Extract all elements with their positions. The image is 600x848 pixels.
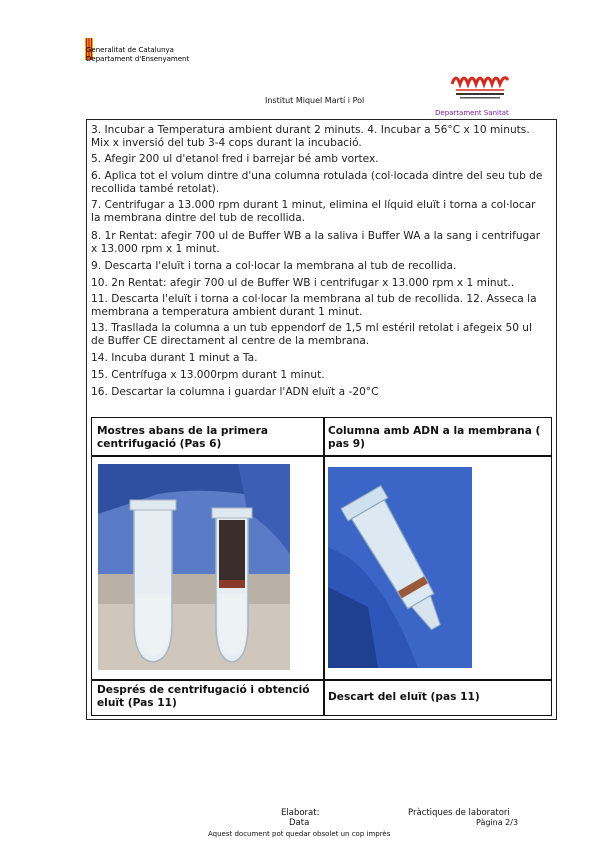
table-head-right: Columna amb ADN a la membrana ( pas 9) — [328, 425, 541, 450]
step-10: 10. 2n Rentat: afegir 700 ul de Buffer WB i centrifugar x 13.000 rpm x 1 minut.. — [91, 277, 515, 289]
step-3-4: 3. Incubar a Temperatura ambient durant 2 minuts. 4. Incubar a 56°C x 10 minuts. Mix x inversió del tub 3-4 cops durant la incubació. — [91, 124, 530, 149]
footer-elaborat: Elaborat: — [281, 808, 320, 818]
step-5: 5. Afegir 200 ul d'etanol fred i barrejar bé amb vortex. — [91, 153, 379, 165]
footer-data: Data — [289, 818, 310, 828]
footer-page-number: Pàgina 2/3 — [476, 818, 519, 827]
step-8: 8. 1r Rentat: afegir 700 ul de Buffer WB a la saliva i Buffer WA a la sang i centrifugar x 13.000 rpm x 1 minut. — [91, 230, 541, 255]
step-16: 16. Descartar la columna i guardar l'ADN eluït a -20°C — [91, 386, 379, 398]
photo-table — [91, 417, 552, 716]
step-13: 13. Trasllada la columna a un tub eppendorf de 1,5 ml estéril retolat i afegeix 50 ul de Buffer CE directament al centre de la membrana. — [91, 322, 532, 347]
table-head-left: Mostres abans de la primera centrifugació (Pas 6) — [97, 425, 268, 450]
department-sanitat: Departament Sanitat — [435, 109, 509, 117]
step-14: 14. Incuba durant 1 minut a Ta. — [91, 352, 258, 364]
institut-name: Institut Miquel Martí i Pol — [265, 96, 365, 105]
photo-column-dna-membrane — [328, 467, 472, 668]
step-11-12: 11. Descarta l'eluït i torna a col·locar la membrana al tub de recollida. 12. Asseca la membrana a temperatura ambient durant 1 minut. — [91, 293, 537, 318]
table-foot-right: Descart del eluït (pas 11) — [328, 691, 480, 703]
table-divider — [92, 679, 551, 681]
table-divider — [92, 455, 551, 457]
step-9: 9. Descarta l'eluït i torna a col·locar la membrana al tub de recollida. — [91, 260, 457, 272]
table-divider — [323, 418, 325, 715]
table-foot-left: Després de centrifugació i obtenció eluït (Pas 11) — [97, 684, 310, 709]
footer-practiques: Pràctiques de laboratori — [408, 808, 510, 818]
department-ensenyament: Departament d'Ensenyament — [86, 55, 190, 63]
step-6: 6. Aplica tot el volum dintre d'una columna rotulada (col·locada dintre del seu tub de recollida també retolat). — [91, 170, 543, 195]
photo-tubes-before-centrifugation — [98, 464, 290, 670]
generalitat-name: Generalitat de Catalunya — [86, 46, 174, 54]
institut-logo — [450, 70, 510, 104]
footer-obsolete-note: Aquest document pot quedar obsolet un cop imprès — [208, 830, 391, 838]
step-15: 15. Centrífuga x 13.000rpm durant 1 minut. — [91, 369, 325, 381]
step-7: 7. Centrifugar a 13.000 rpm durant 1 minut, elimina el líquid eluït i torna a col·locar la membrana dintre del tub de recollida. — [91, 199, 536, 224]
